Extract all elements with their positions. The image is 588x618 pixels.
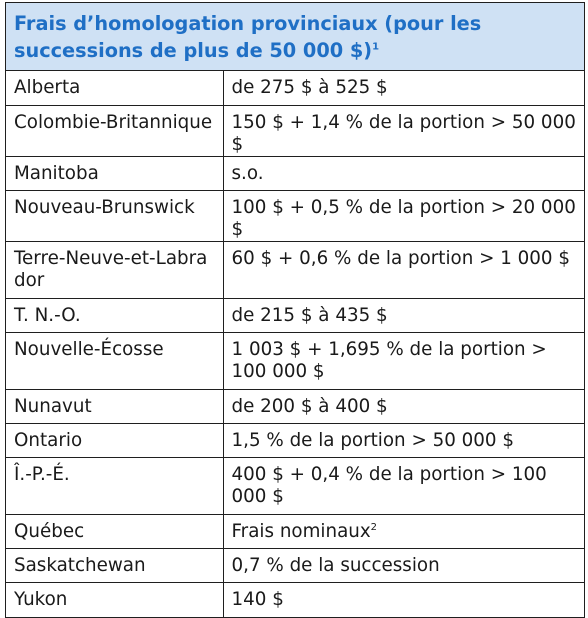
- probate-fees-table: [5, 2, 585, 618]
- fee-cell: 1,5 % de la portion > 50 000 $: [223, 423, 584, 457]
- province-text: Terre-Neuve-et-Labrador: [14, 247, 208, 291]
- title-footnote-marker: 1: [372, 41, 380, 53]
- province-cell: Nouveau-Brunswick: [6, 190, 223, 241]
- fee-cell: de 200 $ à 400 $: [223, 389, 584, 423]
- fee-cell: [223, 514, 584, 548]
- table-row: [6, 548, 584, 582]
- fee-cell: 1 003 $ + 1,695 % de la portion > 100 000 $: [223, 332, 584, 389]
- province-cell: Colombie-Britannique: [6, 105, 223, 156]
- fee-cell: 60 $ + 0,6 % de la portion > 1 000 $: [223, 241, 584, 298]
- table-row: [6, 190, 584, 241]
- province-cell: Ontario: [6, 423, 223, 457]
- province-cell: Yukon: [6, 582, 223, 617]
- fee-cell: 0,7 % de la succession: [223, 548, 584, 582]
- province-cell: Manitoba: [6, 156, 223, 190]
- fee-cell: 100 $ + 0,5 % de la portion > 20 000 $: [223, 190, 584, 241]
- province-cell: Alberta: [6, 71, 223, 105]
- table-row: [6, 105, 584, 156]
- fee-text: Frais nominaux: [231, 520, 371, 542]
- table-row: [6, 514, 584, 548]
- table-title-text: Frais d’homologation provinciaux (pour les successions de plus de 50 000 $): [14, 12, 482, 62]
- fees-grid: [6, 71, 584, 617]
- table-row: [6, 298, 584, 332]
- province-cell: Î.-P.-É.: [6, 457, 223, 514]
- table-row: [6, 241, 584, 298]
- fee-cell: 150 $ + 1,4 % de la portion > 50 000 $: [223, 105, 584, 156]
- table-row: [6, 389, 584, 423]
- table-header: [6, 3, 584, 71]
- province-cell: Nunavut: [6, 389, 223, 423]
- province-cell: T. N.-O.: [6, 298, 223, 332]
- table-title: [14, 10, 576, 64]
- province-cell: Québec: [6, 514, 223, 548]
- province-cell: Nouvelle-Écosse: [6, 332, 223, 389]
- table-row: [6, 71, 584, 105]
- fee-cell: 400 $ + 0,4 % de la portion > 100 000 $: [223, 457, 584, 514]
- table-row: [6, 332, 584, 389]
- table-row: [6, 423, 584, 457]
- fee-cell: s.o.: [223, 156, 584, 190]
- province-cell: [6, 241, 223, 298]
- fee-footnote-marker: 2: [370, 521, 378, 533]
- fee-cell: 140 $: [223, 582, 584, 617]
- fee-cell: de 215 $ à 435 $: [223, 298, 584, 332]
- province-cell: Saskatchewan: [6, 548, 223, 582]
- fee-cell: de 275 $ à 525 $: [223, 71, 584, 105]
- table-row: [6, 156, 584, 190]
- table-row: [6, 457, 584, 514]
- table-row: [6, 582, 584, 617]
